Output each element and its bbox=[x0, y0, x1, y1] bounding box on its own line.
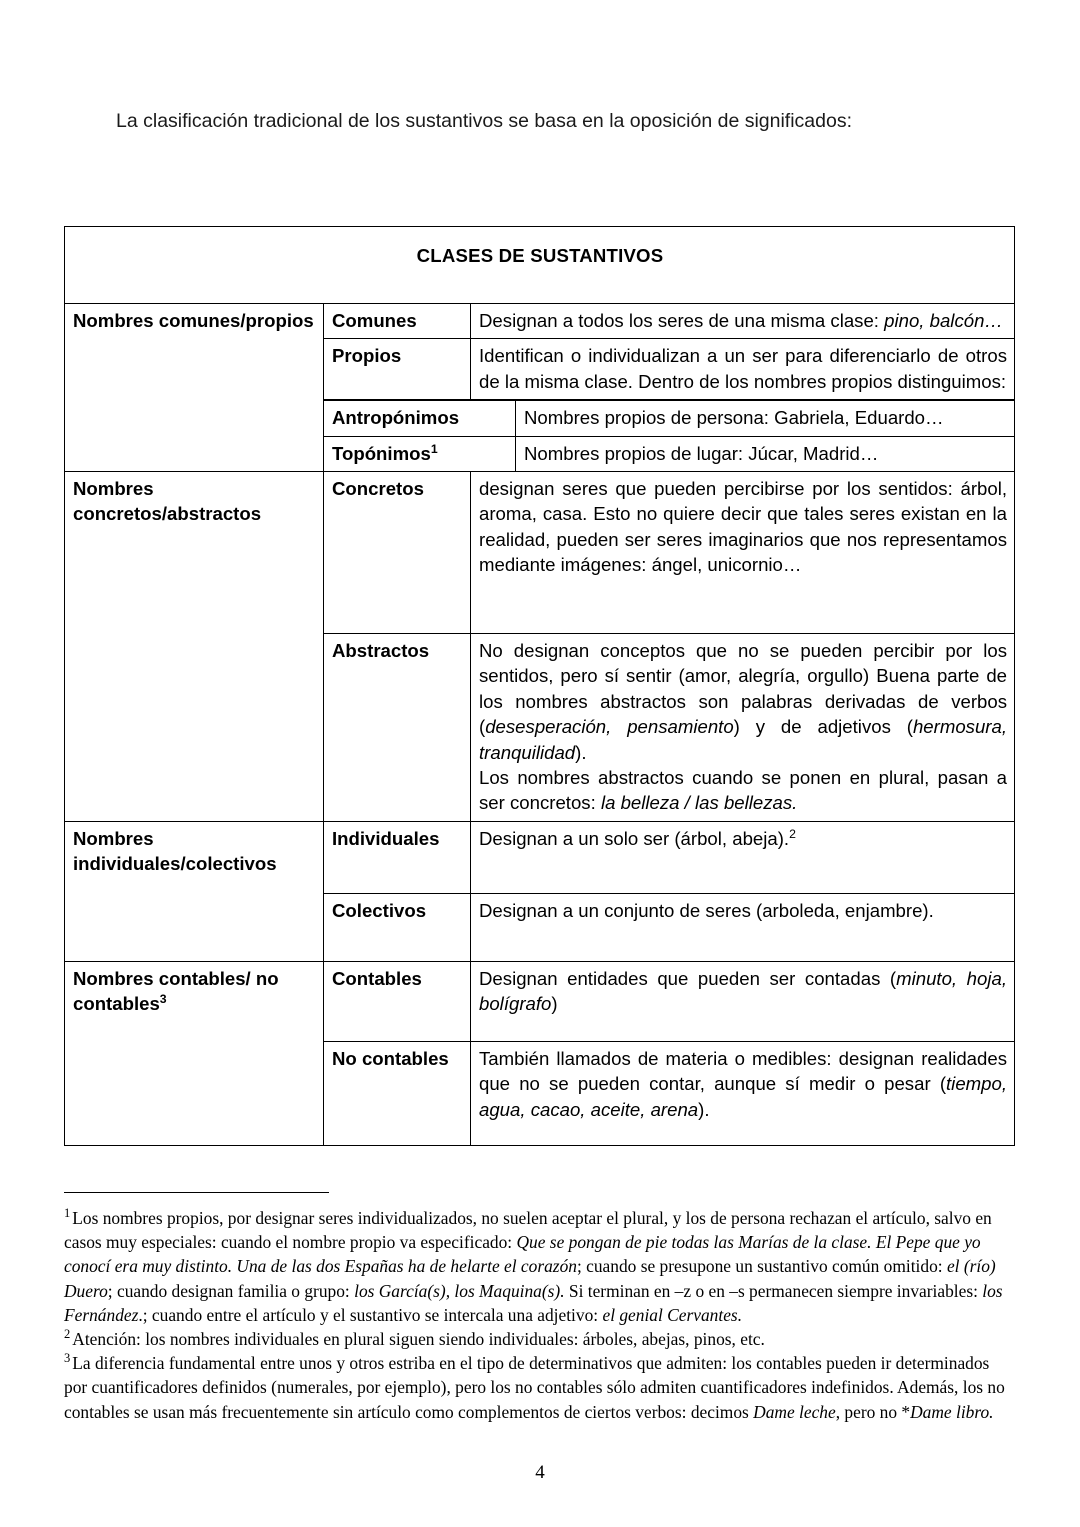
subtype-label-abstractos: Abstractos bbox=[324, 634, 471, 822]
nested-proper-noun-table bbox=[324, 400, 1014, 471]
subtype-label-toponimos bbox=[324, 436, 516, 471]
footnote-1-run-1: Que se pongan de pie todas las Marías de la clase. El Pepe que yo conocí era muy distinto. Una de las dos Españas ha de helarte el corazón bbox=[64, 1232, 981, 1277]
description-propios: Identifican o individualizan a un ser para diferenciarlo de otros de la misma clase. Dentro de los nombres propios distinguimos: bbox=[471, 339, 1015, 400]
footnote-1-run-3: el (río) Duero bbox=[64, 1256, 996, 1301]
description-abstractos bbox=[471, 634, 1015, 822]
description-concretos: designan seres que pueden percibirse por los sentidos: árbol, aroma, casa. Esto no quiere decir que tales seres existan en la realidad, pueden ser seres imaginarios que nos representamos mediante imágenes: ángel, unicornio… bbox=[471, 472, 1015, 634]
footnote-1 bbox=[64, 1206, 1014, 1327]
footnote-separator bbox=[64, 1192, 329, 1193]
subtype-label-antroponimos: Antropónimos bbox=[324, 401, 516, 436]
subtype-label-propios: Propios bbox=[324, 339, 471, 400]
contables-part-a: Designan entidades que pueden ser contadas ( bbox=[479, 967, 897, 989]
footnote-2-run-0: Atención: los nombres individuales en plural siguen siendo individuales: árboles, abejas, pinos, etc. bbox=[72, 1329, 765, 1350]
nested-row bbox=[324, 436, 1014, 471]
description-colectivos: Designan a un conjunto de seres (arboleda, enjambre). bbox=[471, 893, 1015, 961]
footnote-3-run-2: , pero no * bbox=[835, 1401, 911, 1422]
footnote-1-run-8: .; cuando entre el artículo y el sustantivo se intercala una adjetivo: bbox=[138, 1304, 603, 1325]
abstractos-paragraph-2 bbox=[479, 765, 1007, 816]
subtype-label-concretos: Concretos bbox=[324, 472, 471, 634]
footnote-ref-3: 3 bbox=[159, 992, 167, 1007]
subtype-label-individuales: Individuales bbox=[324, 821, 471, 893]
footnote-3-run-3: Dame libro. bbox=[910, 1401, 994, 1422]
table-row bbox=[65, 821, 1015, 893]
footnote-1-run-7: los Fernández bbox=[64, 1280, 1003, 1325]
intro-paragraph: La clasificación tradicional de los sustantivos se basa en la oposición de significados: bbox=[116, 110, 853, 132]
footnote-3-run-1: Dame leche bbox=[753, 1401, 836, 1422]
contables-part-b: ) bbox=[551, 993, 558, 1015]
abstractos-italic-1: desesperación, pensamiento bbox=[485, 716, 734, 738]
contables-italic: minuto, hoja, bolígrafo bbox=[479, 967, 1007, 1015]
table-row bbox=[65, 304, 1015, 339]
desc-italic: pino, balcón… bbox=[884, 310, 1004, 331]
footnote-marker-3: 3 bbox=[64, 1351, 71, 1366]
subtype-label-comunes: Comunes bbox=[324, 304, 471, 339]
footnotes-section bbox=[64, 1206, 1014, 1424]
footnote-marker-1: 1 bbox=[64, 1206, 71, 1221]
nested-container bbox=[324, 400, 1015, 472]
nested-row bbox=[324, 401, 1014, 436]
abstractos-part-c: ). bbox=[575, 741, 587, 763]
footnote-3 bbox=[64, 1351, 1014, 1424]
page-number: 4 bbox=[535, 1462, 545, 1483]
subtype-label-colectivos: Colectivos bbox=[324, 893, 471, 961]
description-individuales bbox=[471, 821, 1015, 893]
group-label-concretos-abstractos: Nombres concretos/abstractos bbox=[65, 472, 324, 822]
table-row bbox=[65, 472, 1015, 634]
footnote-1-run-0: Los nombres propios, por designar seres individualizados, no suelen aceptar el plural, y los de persona rechazan el artículo, salvo en casos muy especiales: cuando el nombre propio va especificado: bbox=[64, 1208, 992, 1253]
description-toponimos: Nombres propios de lugar: Júcar, Madrid… bbox=[516, 436, 1015, 471]
contables-group-text: Nombres contables/ no contables bbox=[73, 967, 279, 1015]
group-label-individuales-colectivos: Nombres individuales/colectivos bbox=[65, 821, 324, 961]
table-row bbox=[65, 961, 1015, 1041]
description-antroponimos: Nombres propios de persona: Gabriela, Eduardo… bbox=[516, 401, 1015, 436]
footnote-3-run-0: La diferencia fundamental entre unos y otros estriba en el tipo de determinativos que admiten: los contables pueden ir determinados por cuantificadores definidos (numerales, por ejemplo), pero los no contables sólo admiten cuantificadores indefinidos. Además, los no contables se usan más frecuentemente sin artículo como complementos de ciertos verbos: decimos bbox=[64, 1353, 1005, 1422]
table-title-row bbox=[65, 227, 1015, 304]
description-contables bbox=[471, 961, 1015, 1041]
footnote-2 bbox=[64, 1327, 1014, 1351]
footnote-1-run-6: Si terminan en –z o en –s permanecen siempre invariables: bbox=[564, 1280, 983, 1301]
footnote-1-run-9: el genial Cervantes. bbox=[602, 1304, 743, 1325]
table-title: CLASES DE SUSTANTIVOS bbox=[65, 227, 1015, 304]
footnote-1-run-2: ; cuando se presupone un sustantivo común omitido: bbox=[576, 1256, 947, 1277]
abstractos-part-b: ) y de adjetivos ( bbox=[733, 716, 913, 738]
footnote-marker-2: 2 bbox=[64, 1327, 71, 1342]
abstractos-part-a: No designan conceptos que no se pueden percibir por los sentidos, pero sí sentir (amor, alegría, orgullo) Buena parte de los nombres abstractos son palabras derivadas de verbos ( bbox=[479, 640, 1007, 738]
nocontables-italic: tiempo, agua, cacao, aceite, arena bbox=[479, 1073, 1007, 1120]
subtype-label-no-contables: No contables bbox=[324, 1041, 471, 1145]
group-label-comunes-propios: Nombres comunes/propios bbox=[65, 304, 324, 472]
clases-de-sustantivos-table-wrapper bbox=[64, 226, 1014, 1146]
footnote-1-run-4: ; cuando designan familia o grupo: bbox=[107, 1280, 355, 1301]
footnote-ref-2: 2 bbox=[789, 826, 796, 841]
individuales-text: Designan a un solo ser (árbol, abeja). bbox=[479, 827, 790, 849]
nocontables-part-a: También llamados de materia o medibles: designan realidades que no se pueden contar, aunque sí medir o pesar ( bbox=[479, 1047, 1007, 1095]
description-no-contables bbox=[471, 1041, 1015, 1145]
description-comunes bbox=[471, 304, 1015, 339]
abstractos-italic-2: hermosura, tranquilidad bbox=[479, 716, 1007, 763]
footnote-1-run-5: los García(s), los Maquina(s). bbox=[354, 1280, 565, 1301]
clases-de-sustantivos-table bbox=[64, 226, 1015, 1146]
abstractos-p2-italic: la belleza / las bellezas. bbox=[600, 792, 798, 814]
desc-text: Designan a todos los seres de una misma clase: bbox=[479, 310, 885, 331]
subtype-label-contables: Contables bbox=[324, 961, 471, 1041]
abstractos-p2-text: Los nombres abstractos cuando se ponen en plural, pasan a ser concretos: bbox=[479, 767, 1007, 814]
group-label-contables-no-contables bbox=[65, 961, 324, 1145]
nocontables-part-b: ). bbox=[698, 1098, 710, 1120]
footnote-ref-1: 1 bbox=[430, 441, 438, 456]
toponimos-text: Topónimos bbox=[332, 442, 431, 464]
